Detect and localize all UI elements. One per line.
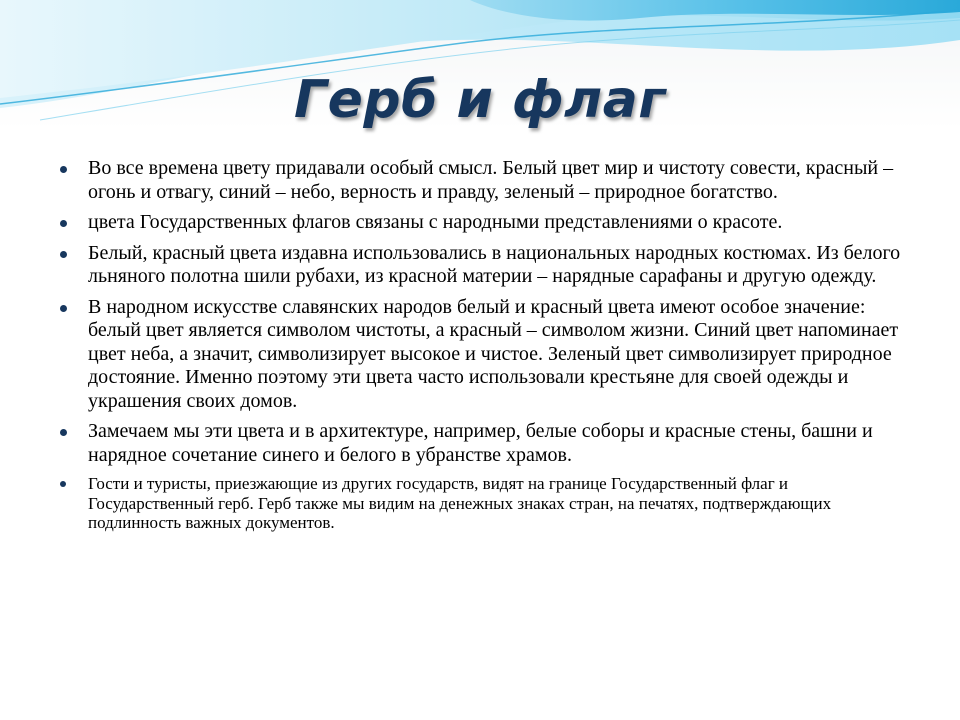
bullet-item	[58, 474, 908, 533]
bullet-text: цвета Государственных флагов связаны с народными представлениями о красоте.	[88, 211, 783, 233]
bullet-text: В народном искусстве славянских народов белый и красный цвета имеют особое значение: белый цвет является символом чистоты, а красный – символом жизни. Синий цвет напоминает цвет неба, а значит, символизирует высокое и чистое. Зеленый цвет символизирует природное достояние. Именно поэтому эти цвета часто использовали крестьяне для своей одежды и украшения своих домов.	[88, 295, 899, 412]
bullet-icon	[60, 251, 67, 258]
bullet-item	[58, 157, 908, 204]
bullet-icon	[60, 429, 67, 436]
bullet-item	[58, 242, 908, 289]
bullet-text: Белый, красный цвета издавна использовались в национальных народных костюмах. Из белого льняного полотна шили рубахи, из красной материи – нарядные сарафаны и другую одежду.	[88, 241, 901, 287]
bullet-icon	[60, 220, 67, 227]
bullet-item	[58, 296, 908, 414]
bullet-text: Гости и туристы, приезжающие из других государств, видят на границе Государственный флаг и Государственный герб. Герб также мы видим на денежных знаках стран, на печатях, подтверждающих подлинность важных документов.	[88, 474, 832, 532]
bullet-item	[58, 420, 908, 467]
bullet-list	[58, 157, 908, 540]
slide-title: Герб и флаг	[293, 70, 666, 130]
bullet-text: Замечаем мы эти цвета и в архитектуре, например, белые соборы и красные стены, башни и нарядное сочетание синего и белого в убранстве храмов.	[88, 420, 873, 466]
bullet-icon	[60, 481, 66, 487]
bullet-icon	[60, 305, 67, 312]
bullet-item	[58, 211, 908, 235]
bullet-text: Во все времена цвету придавали особый смысл. Белый цвет мир и чистоту совести, красный – огонь и отвагу, синий – небо, верность и правду, зеленый – природное богатство.	[88, 157, 894, 203]
bullet-icon	[60, 166, 67, 173]
